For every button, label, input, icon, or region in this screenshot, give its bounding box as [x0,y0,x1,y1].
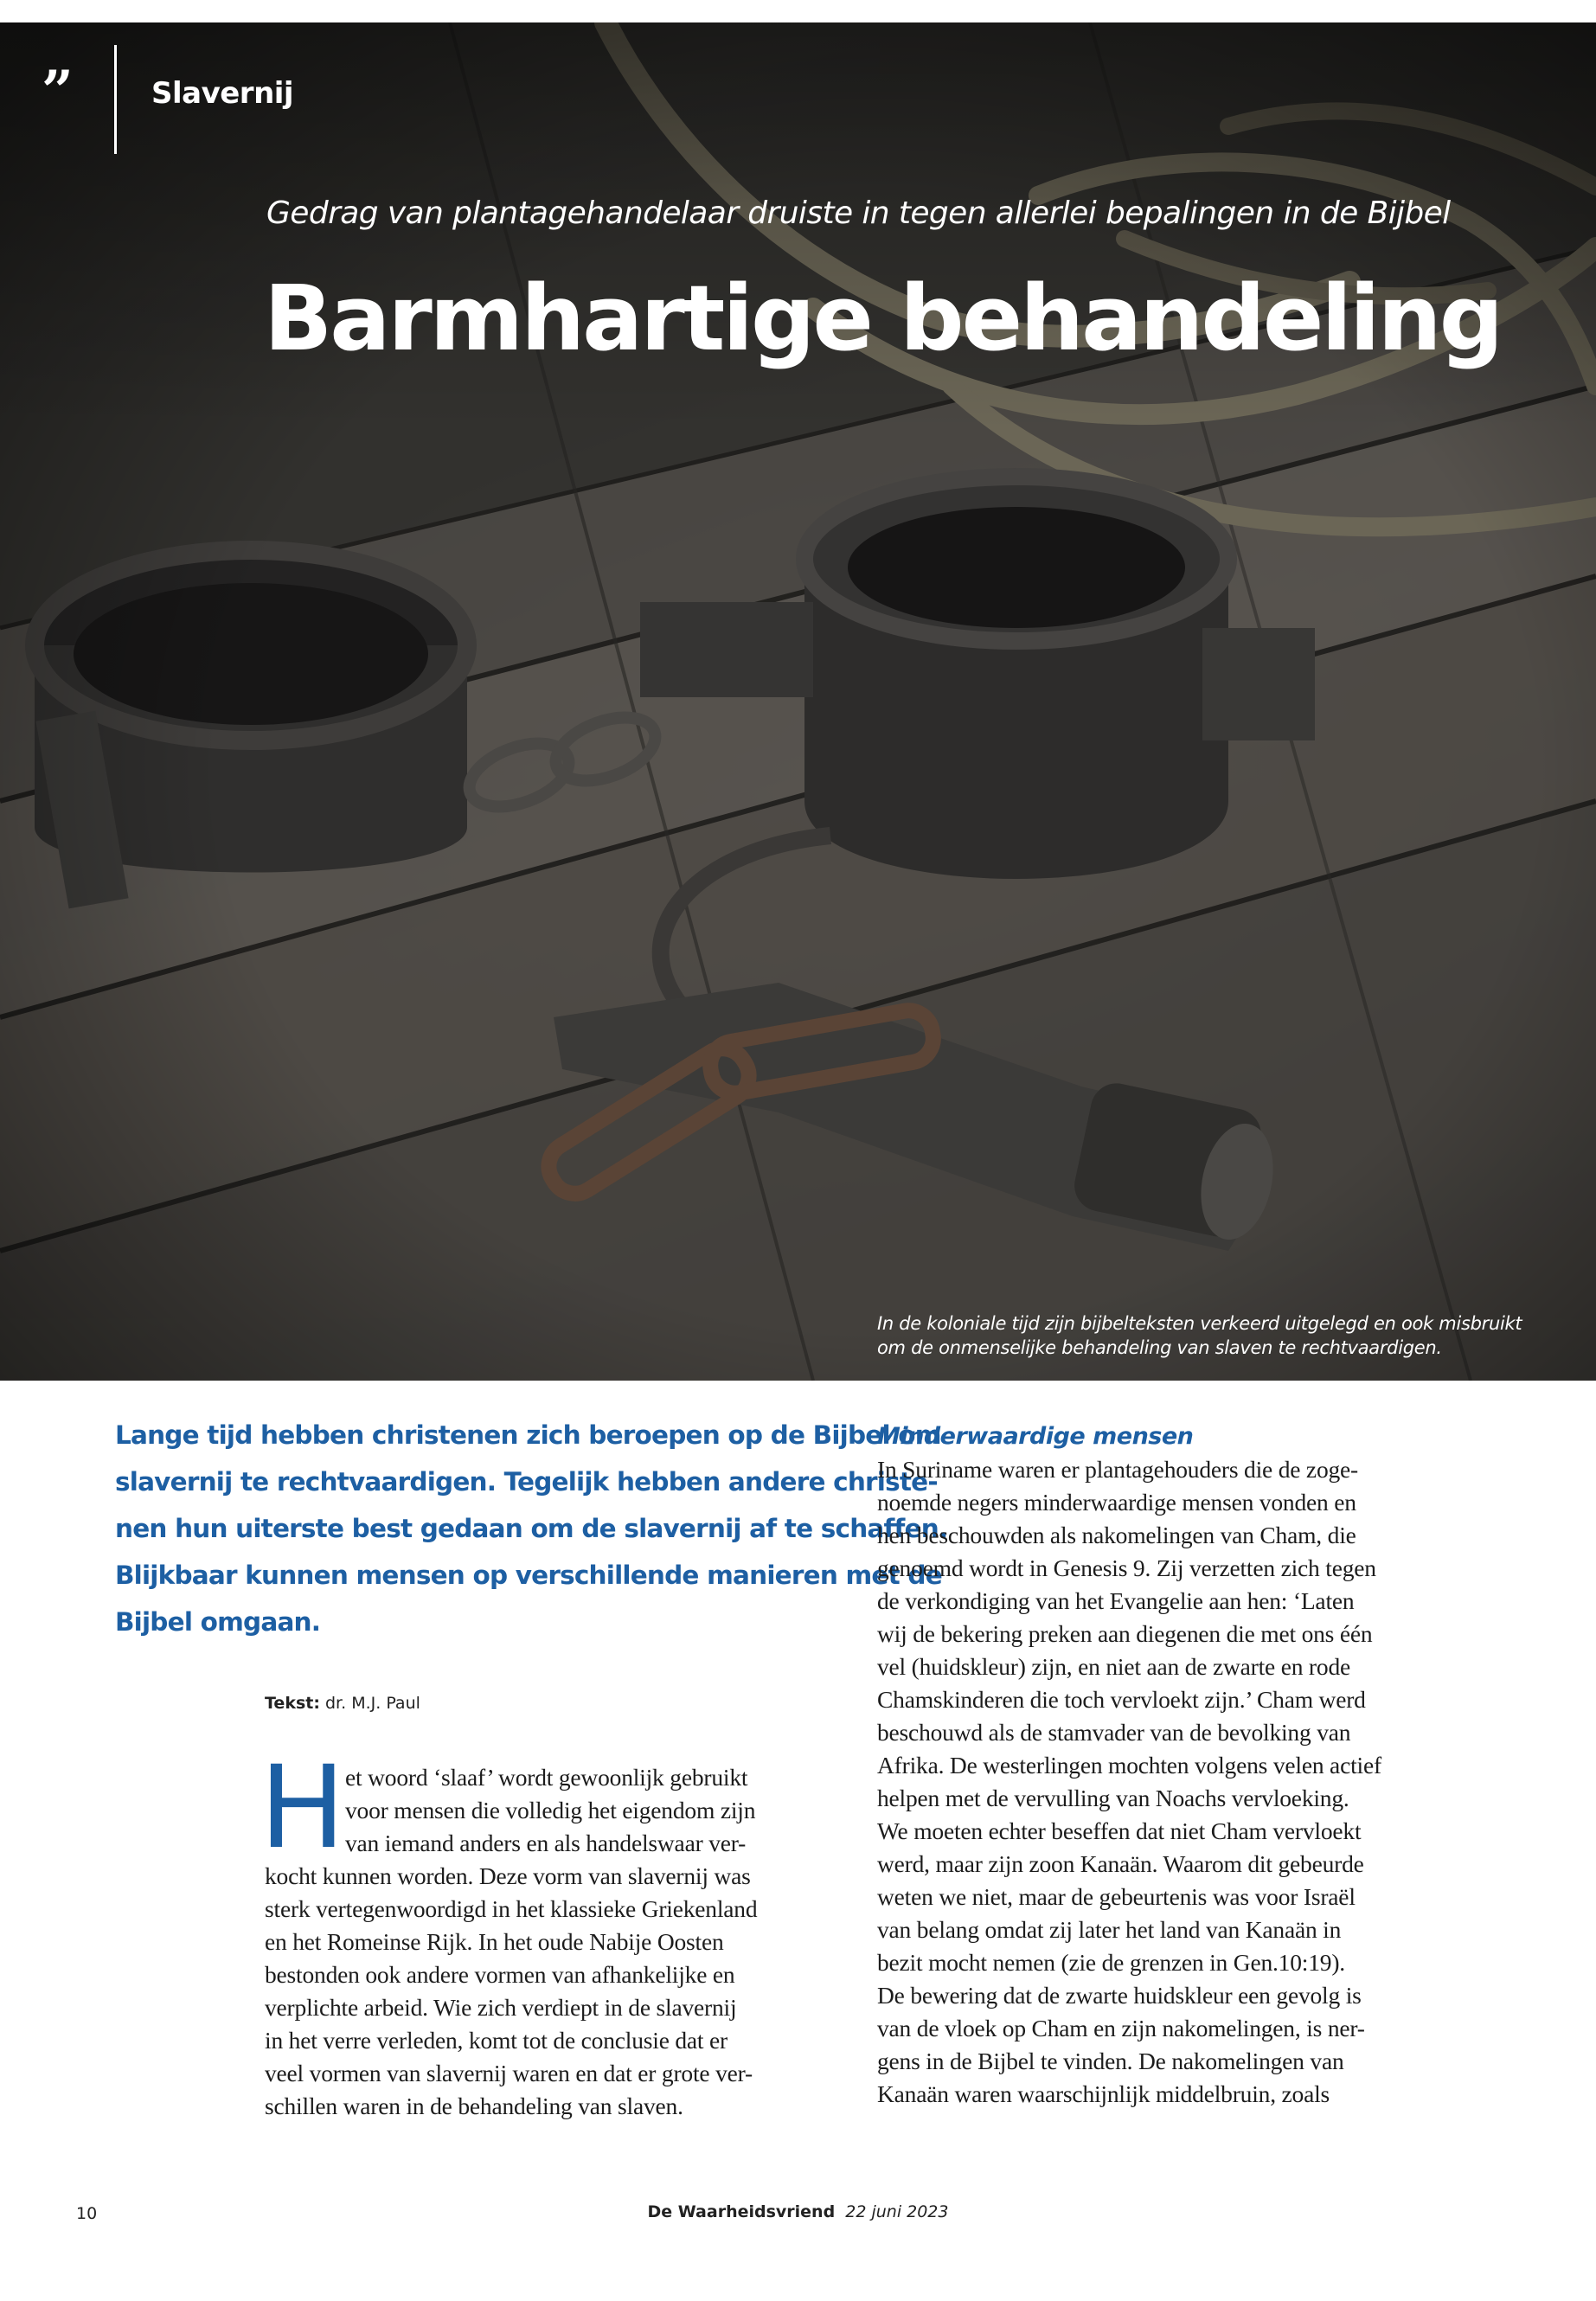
body-line: vel (huidskleur) zijn, en niet aan de zwarte en rode [877,1653,1350,1680]
body-line: sterk vertegenwoordigd in het klassieke Griekenland [265,1895,758,1922]
body-line: kocht kunnen worden. Deze vorm van slavernij was [265,1862,751,1889]
lead-paragraph [115,1412,948,1645]
byline-label: Tekst: [265,1694,320,1713]
body-line: bezit mocht nemen (zie de grenzen in Gen.10:19). [877,1949,1345,1976]
body-line: noemde negers minderwaardige mensen vonden en [877,1489,1356,1516]
lead-line: nen hun uiterste best gedaan om de slavernij af te schaffen. [115,1514,948,1543]
caption-line: om de onmenselijke behandeling van slaven te rechtvaardigen. [877,1337,1442,1358]
section-divider [114,45,117,154]
section-label: Slavernij [151,76,294,111]
byline-author: dr. M.J. Paul [325,1694,420,1713]
byline [265,1694,420,1713]
subheading: Minderwaardige mensen [877,1423,1194,1450]
headline: Barmhartige behandeling [264,266,1502,371]
lead-line: Lange tijd hebben christenen zich beroepen op de Bijbel om [115,1420,941,1450]
body-line: Kanaän waren waarschijnlijk middelbruin, zoals [877,2080,1330,2107]
dropcap: H [260,1741,346,1875]
body-line: van iemand anders en als handelswaar ver- [345,1830,747,1856]
body-line: genoemd wordt in Genesis 9. Zij verzetten zich tegen [877,1554,1376,1581]
body-line: en het Romeinse Rijk. In het oude Nabije Oosten [265,1928,724,1955]
body-line: et woord ‘slaaf’ wordt gewoonlijk gebruikt [345,1764,748,1791]
body-line: hen beschouwden als nakomelingen van Cham, die [877,1522,1356,1548]
body-line: weten we niet, maar de gebeurtenis was voor Israël [877,1883,1356,1910]
kicker: Gedrag van plantagehandelaar druiste in tegen allerlei bepalingen in de Bijbel [266,195,1451,231]
body-line: werd, maar zijn zoon Kanaän. Waarom dit gebeurde [877,1850,1364,1877]
article-column-right [877,1420,1448,2111]
lead-line: Bijbel omgaan. [115,1607,321,1637]
body-line: in het verre verleden, komt tot de conclusie dat er [265,2027,728,2054]
body-line: bestonden ook andere vormen van afhankelijke en [265,1961,735,1988]
caption-line: In de koloniale tijd zijn bijbelteksten verkeerd uitgelegd en ook misbruikt [877,1313,1522,1334]
lead-line: Blijkbaar kunnen mensen op verschillende manieren met de [115,1561,942,1590]
photo-caption [877,1311,1569,1360]
footer [0,2202,1596,2221]
body-line: wij de bekering preken aan diegenen die met ons één [877,1620,1373,1647]
body-line: de verkondiging van het Evangelie aan hen: ‘Laten [877,1587,1355,1614]
issue-date: 22 juni 2023 [845,2202,949,2221]
body-line: Afrika. De westerlingen mochten volgens velen actief [877,1752,1381,1779]
body-line: veel vormen van slavernij waren en dat er grote ver- [265,2060,753,2086]
publication-name: De Waarheidsvriend [647,2202,836,2221]
article-column-left [260,1741,836,2123]
body-line: van de vloek op Cham en zijn nakomelingen, is ner- [877,2015,1365,2041]
body-line: verplichte arbeid. Wie zich verdiept in de slavernij [265,1994,737,2021]
body-line: De bewering dat de zwarte huidskleur een gevolg is [877,1982,1362,2009]
body-line: schillen waren in de behandeling van slaven. [265,2093,683,2119]
page-number: 10 [76,2204,98,2223]
body-line: Chamskinderen die toch vervloekt zijn.’ Cham werd [877,1686,1366,1713]
body-line: gens in de Bijbel te vinden. De nakomelingen van [877,2048,1344,2074]
body-line: We moeten echter beseffen dat niet Cham vervloekt [877,1817,1362,1844]
quote-icon: ” [42,59,74,124]
body-line: In Suriname waren er plantagehouders die de zoge- [877,1456,1359,1483]
body-line: van belang omdat zij later het land van Kanaän in [877,1916,1342,1943]
body-line: beschouwd als de stamvader van de bevolking van [877,1719,1351,1746]
hero-photo [0,22,1596,1381]
body-line: helpen met de vervulling van Noachs vervloeking. [877,1785,1349,1811]
body-line: voor mensen die volledig het eigendom zijn [345,1797,756,1823]
lead-line: slavernij te rechtvaardigen. Tegelijk hebben andere christe- [115,1467,938,1497]
